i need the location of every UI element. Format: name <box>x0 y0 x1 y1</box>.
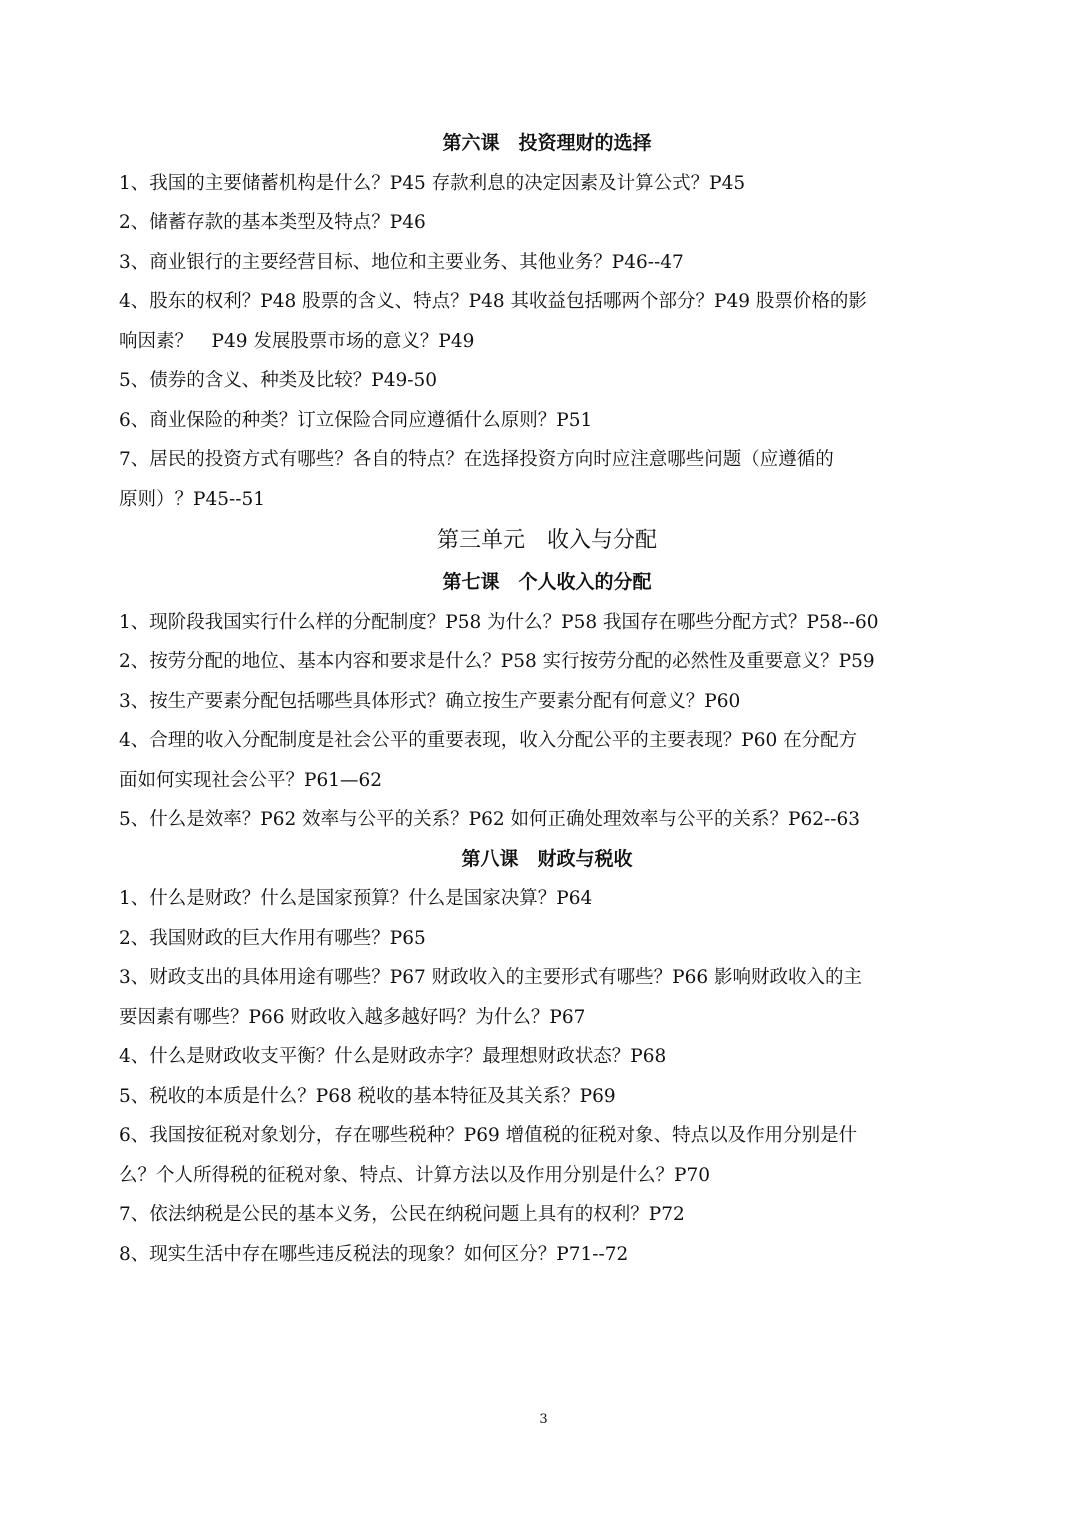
question-item <box>119 1037 975 1077</box>
question-item <box>119 203 975 243</box>
question-item <box>119 603 975 643</box>
question-line: 4、股东的权利？P48 股票的含义、特点？P48 其收益包括哪两个部分？P49 股票价格的影 <box>119 291 867 312</box>
question-item <box>119 800 975 840</box>
question-line: 5、什么是效率？P62 效率与公平的关系？P62 如何正确处理效率与公平的关系？P62--63 <box>119 809 861 830</box>
question-item <box>119 1077 975 1117</box>
question-line: 1、现阶段我国实行什么样的分配制度？P58 为什么？P58 我国存在哪些分配方式？P58--60 <box>119 611 879 633</box>
question-line: 3、财政支出的具体用途有哪些？P67 财政收入的主要形式有哪些？P66 影响财政收入的主 <box>119 967 863 988</box>
question-item <box>119 361 975 401</box>
question-item <box>119 682 975 722</box>
question-item <box>119 401 975 441</box>
question-line: 6、商业保险的种类？订立保险合同应遵循什么原则？P51 <box>119 409 593 431</box>
question-line: 3、商业银行的主要经营目标、地位和主要业务、其他业务？P46--47 <box>119 251 684 273</box>
question-line: 7、居民的投资方式有哪些？各自的特点？在选择投资方向时应注意哪些问题（应遵循的 <box>119 449 834 470</box>
question-item <box>119 879 975 919</box>
page-number: 3 <box>539 1412 548 1427</box>
question-line: 1、什么是财政？什么是国家预算？什么是国家决算？P64 <box>119 888 593 909</box>
question-line: 4、什么是财政收支平衡？什么是财政赤字？最理想财政状态？P68 <box>119 1046 667 1067</box>
unit-heading: 第三单元 收入与分配 <box>436 528 657 553</box>
question-line: 原则）？P45--51 <box>119 488 266 510</box>
page-content <box>119 124 975 1274</box>
question-line: 7、依法纳税是公民的基本义务，公民在纳税问题上具有的权利？P72 <box>119 1204 685 1225</box>
question-item <box>119 282 975 361</box>
question-item <box>119 243 975 283</box>
question-line: 要因素有哪些？P66 财政收入越多越好吗？为什么？P67 <box>119 1006 586 1028</box>
question-item <box>119 164 975 204</box>
question-line: 2、按劳分配的地位、基本内容和要求是什么？P58 实行按劳分配的必然性及重要意义？P59 <box>119 651 875 672</box>
question-item <box>119 1235 975 1275</box>
question-line: 响因素？ P49 发展股票市场的意义？P49 <box>119 330 475 352</box>
question-line: 2、储蓄存款的基本类型及特点？P46 <box>119 212 426 233</box>
question-line: 8、现实生活中存在哪些违反税法的现象？如何区分？P71--72 <box>119 1243 629 1265</box>
question-line: 1、我国的主要储蓄机构是什么？P45 存款利息的决定因素及计算公式？P45 <box>119 172 746 194</box>
question-item <box>119 440 975 519</box>
question-line: 面如何实现社会公平？P61—62 <box>119 769 383 791</box>
question-item <box>119 721 975 800</box>
question-item <box>119 958 975 1037</box>
question-line: 6、我国按征税对象划分，存在哪些税种？P69 增值税的征税对象、特点以及作用分别是什 <box>119 1125 858 1146</box>
lesson-heading: 第八课 财政与税收 <box>461 847 633 870</box>
question-line: 么？个人所得税的征税对象、特点、计算方法以及作用分别是什么？P70 <box>119 1164 710 1186</box>
question-item <box>119 919 975 959</box>
question-line: 5、债券的含义、种类及比较？P49-50 <box>119 370 438 391</box>
question-item <box>119 642 975 682</box>
question-line: 2、我国财政的巨大作用有哪些？P65 <box>119 927 426 949</box>
lesson-heading: 第六课 投资理财的选择 <box>442 132 652 154</box>
question-item <box>119 1116 975 1195</box>
question-line: 4、合理的收入分配制度是社会公平的重要表现，收入分配公平的主要表现？P60 在分配方 <box>119 730 858 751</box>
question-item <box>119 1195 975 1235</box>
question-line: 3、按生产要素分配包括哪些具体形式？确立按生产要素分配有何意义？P60 <box>119 690 741 712</box>
lesson-heading: 第七课 个人收入的分配 <box>442 571 652 593</box>
question-line: 5、税收的本质是什么？P68 税收的基本特征及其关系？P69 <box>119 1085 616 1107</box>
